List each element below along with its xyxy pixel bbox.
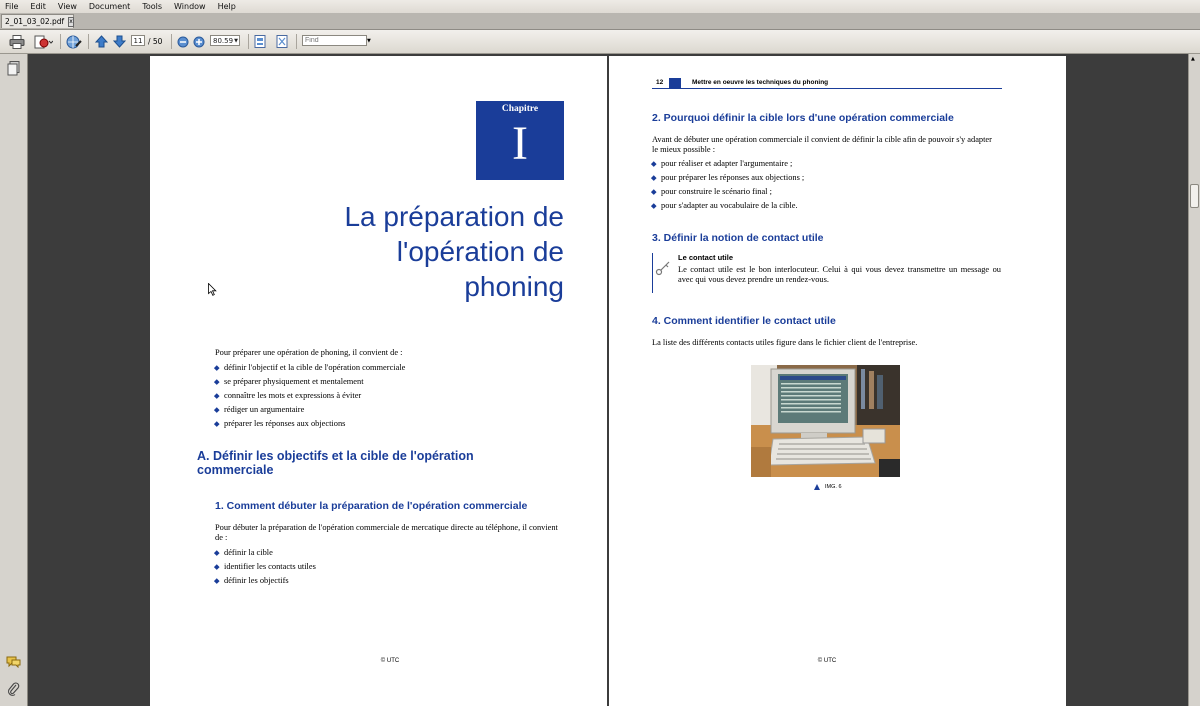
arrow-up-icon bbox=[95, 35, 108, 48]
list-item: définir l'objectif et la cible de l'opération commerciale bbox=[215, 361, 405, 375]
document-tab[interactable] bbox=[1, 14, 74, 28]
list-item: se préparer physiquement et mentalement bbox=[215, 375, 405, 389]
page-number: 12 bbox=[656, 79, 664, 86]
list-item: identifier les contacts utiles bbox=[215, 560, 316, 574]
vertical-scrollbar[interactable] bbox=[1188, 54, 1200, 706]
tab-title: 2_01_03_02.pdf bbox=[5, 17, 65, 26]
list-item: pour réaliser et adapter l'argumentaire ; bbox=[652, 157, 804, 171]
running-header-title: Mettre en oeuvre les techniques du phoning bbox=[692, 79, 829, 86]
attachment-icon[interactable] bbox=[7, 682, 20, 696]
intro-bullet-list bbox=[215, 361, 405, 431]
full-screen-button[interactable] bbox=[275, 34, 289, 49]
page-footer: © UTC bbox=[817, 658, 837, 664]
chapter-title-line: phoning bbox=[464, 271, 564, 302]
intro-paragraph: Pour préparer une opération de phoning, il convient de : bbox=[215, 348, 403, 357]
page-count: / 50 bbox=[148, 37, 163, 46]
printer-icon bbox=[9, 35, 25, 49]
list-item: préparer les réponses aux objections bbox=[215, 417, 405, 431]
page-footer: © UTC bbox=[380, 658, 400, 664]
scroll-up-icon[interactable]: ▲ bbox=[1191, 56, 1195, 62]
navigation-panel bbox=[0, 54, 28, 706]
mouse-cursor-icon bbox=[208, 283, 217, 296]
menu-edit[interactable]: Edit bbox=[30, 2, 46, 11]
menu-tools[interactable]: Tools bbox=[142, 2, 163, 11]
list-item: connaître les mots et expressions à éviter bbox=[215, 389, 405, 403]
pdf-page-left bbox=[150, 56, 607, 706]
chapter-title-line: La préparation de bbox=[344, 201, 564, 232]
running-header bbox=[652, 78, 1002, 89]
document-properties-button[interactable] bbox=[32, 34, 54, 49]
triangle-up-icon bbox=[814, 484, 820, 490]
definition-title: Le contact utile bbox=[678, 253, 734, 262]
menu-view[interactable]: View bbox=[57, 2, 77, 11]
list-item: définir la cible bbox=[215, 546, 316, 560]
arrow-down-icon bbox=[113, 35, 126, 48]
chapter-label: Chapitre bbox=[501, 104, 539, 114]
full-screen-icon bbox=[276, 35, 288, 48]
scroll-thumb[interactable] bbox=[1190, 184, 1199, 208]
definition-text: Le contact utile est le bon interlocuteur. Celui à qui vous devez transmettre un message ou avec qui vous devez prendre un rendez-vous. bbox=[678, 265, 1001, 284]
subsection-1-heading: 1. Comment débuter la préparation de l'opération commerciale bbox=[215, 500, 528, 512]
list-item: pour s'adapter au vocabulaire de la cible. bbox=[652, 199, 804, 213]
zoom-in-button[interactable] bbox=[192, 34, 206, 49]
comments-icon[interactable] bbox=[6, 656, 21, 668]
image-caption: IMG. 6 bbox=[814, 484, 842, 490]
find-dropdown-icon[interactable]: ▼ bbox=[367, 38, 371, 44]
toolbar bbox=[0, 30, 1200, 54]
section-2-bullet-list bbox=[652, 157, 804, 213]
chevron-down-icon: ▼ bbox=[234, 38, 238, 44]
menu-bar bbox=[0, 0, 1200, 13]
header-block bbox=[669, 78, 681, 88]
tab-close-icon[interactable]: x bbox=[69, 17, 73, 25]
section-2-paragraph: Avant de débuter une opération commerciale il convient de définir la cible afin de pouvoir s'y adapter le mieux possible : bbox=[652, 135, 992, 154]
section-4-heading: 4. Comment identifier le contact utile bbox=[652, 315, 836, 327]
subsection-1-paragraph: Pour débuter la préparation de l'opération commerciale de mercatique directe au téléphone, il convient de : bbox=[215, 523, 558, 542]
chapter-title bbox=[344, 199, 564, 304]
section-a-heading: A. Définir les objectifs et la cible de l'opération commerciale bbox=[197, 449, 474, 477]
chapter-title-line: l'opération de bbox=[396, 236, 564, 267]
list-item: pour construire le scénario final ; bbox=[652, 185, 804, 199]
sign-button[interactable] bbox=[65, 34, 83, 49]
zoom-select[interactable] bbox=[210, 35, 240, 46]
section-4-paragraph: La liste des différents contacts utiles figure dans le fichier client de l'entreprise. bbox=[652, 338, 918, 347]
chapter-badge bbox=[476, 101, 564, 180]
list-item: pour préparer les réponses aux objections ; bbox=[652, 171, 804, 185]
pages-icon[interactable] bbox=[7, 61, 20, 76]
page-number-input[interactable]: 11 bbox=[131, 35, 145, 46]
subsection-1-bullet-list bbox=[215, 546, 316, 588]
zoom-value: 80.59 bbox=[213, 37, 234, 45]
office-computer-photo bbox=[751, 365, 900, 477]
key-icon bbox=[655, 260, 671, 276]
zoom-in-icon bbox=[193, 36, 205, 48]
chapter-numeral: I bbox=[512, 117, 528, 170]
menu-help[interactable]: Help bbox=[217, 2, 236, 11]
menu-window[interactable]: Window bbox=[174, 2, 206, 11]
section-3-heading: 3. Définir la notion de contact utile bbox=[652, 232, 824, 244]
definition-box bbox=[652, 253, 1002, 293]
next-page-button[interactable] bbox=[112, 34, 126, 49]
section-2-heading: 2. Pourquoi définir la cible lors d'une opération commerciale bbox=[652, 112, 954, 124]
fit-page-button[interactable] bbox=[253, 34, 267, 49]
print-button[interactable] bbox=[8, 34, 26, 49]
tab-bar bbox=[0, 13, 1200, 30]
document-settings-icon bbox=[33, 35, 53, 49]
globe-pen-icon bbox=[66, 35, 82, 49]
fit-page-icon bbox=[254, 35, 266, 48]
previous-page-button[interactable] bbox=[94, 34, 108, 49]
zoom-out-button[interactable] bbox=[176, 34, 190, 49]
menu-file[interactable]: File bbox=[5, 2, 19, 11]
menu-document[interactable]: Document bbox=[88, 2, 131, 11]
zoom-out-icon bbox=[177, 36, 189, 48]
list-item: rédiger un argumentaire bbox=[215, 403, 405, 417]
list-item: définir les objectifs bbox=[215, 574, 316, 588]
pdf-page-right bbox=[609, 56, 1066, 706]
find-input[interactable] bbox=[302, 35, 367, 46]
